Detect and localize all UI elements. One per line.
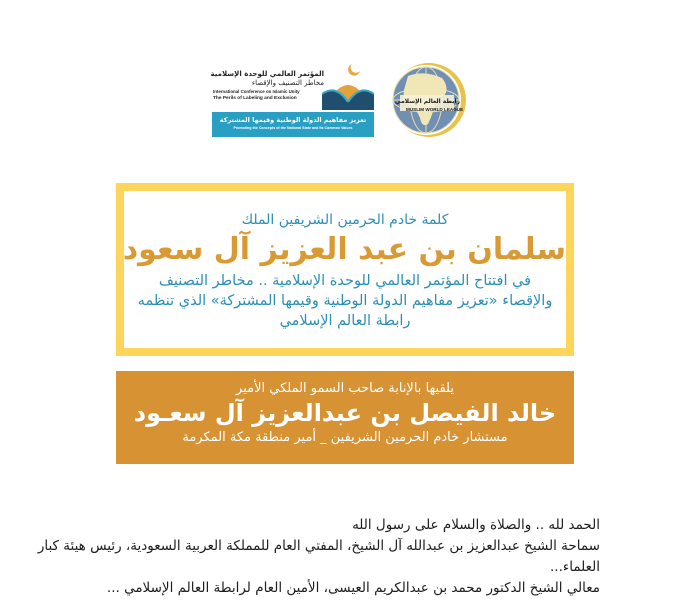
prince-role: مستشار خادم الحرمين الشريفين _ أمير منطقة مكة المكرمة [182,430,508,445]
body-paragraph: الحمد لله .. والصلاة والسلام على رسول الله [352,517,600,533]
conference-theme-banner [212,112,374,137]
speech-occasion: في افتتاح المؤتمر العالمي للوحدة الإسلامية .. مخاطر التصنيف والإقصاء «تعزيز مفاهيم الدولة الوطنية وقيمها المشتركة» الذي تنظمه رابطة العالم الإسلامي [137,273,553,329]
body-paragraph: معالي الشيخ الدكتور محمد بن عبدالكريم العيسى، الأمين العام لرابطة العالم الإسلامي ... [106,580,600,596]
conference-subtitle-en: The Perils of Labeling and Exclusion [213,96,297,101]
delivered-by-box [116,371,574,464]
speech-title-box [116,183,574,356]
header-logos [210,60,490,142]
conference-theme-ar: تعزيز مفاهيم الدولة الوطنية وقيمها المشتركة [219,116,367,124]
speech-intro: كلمة خادم الحرمين الشريفين الملك [241,212,449,228]
conference-theme-en: Promoting the Concepts of the National State and Its Common Values [233,126,353,130]
king-name: سلمان بن عبد العزيز آل سعود [122,232,566,267]
mwl-name-ar: رابطة العالم الإسلامي [394,98,460,105]
conference-logo [210,60,374,140]
mosque-dome-crescent-icon [322,60,374,110]
conference-title-ar: المؤتمر العالمي للوحدة الإسلامية [210,70,324,78]
conference-subtitle-ar: مخاطر التصنيف والإقصاء [251,79,324,87]
mwl-name-en: MUSLIM WORLD LEAGUE [406,107,464,112]
delivered-by-intro: يلقيها بالإنابة صاحب السمو الملكي الأمير [236,381,454,396]
prince-name: خالد الفيصل بن عبدالعزيز آل سعـود [133,399,557,427]
conference-title-en: International Conference on Islamic Unity [213,89,300,94]
body-paragraph: سماحة الشيخ عبدالعزيز بن عبدالله آل الشيخ، المفتي العام للمملكة العربية السعودية، رئيس هيئة كبار العلماء... [37,538,600,575]
speech-body [10,515,600,599]
